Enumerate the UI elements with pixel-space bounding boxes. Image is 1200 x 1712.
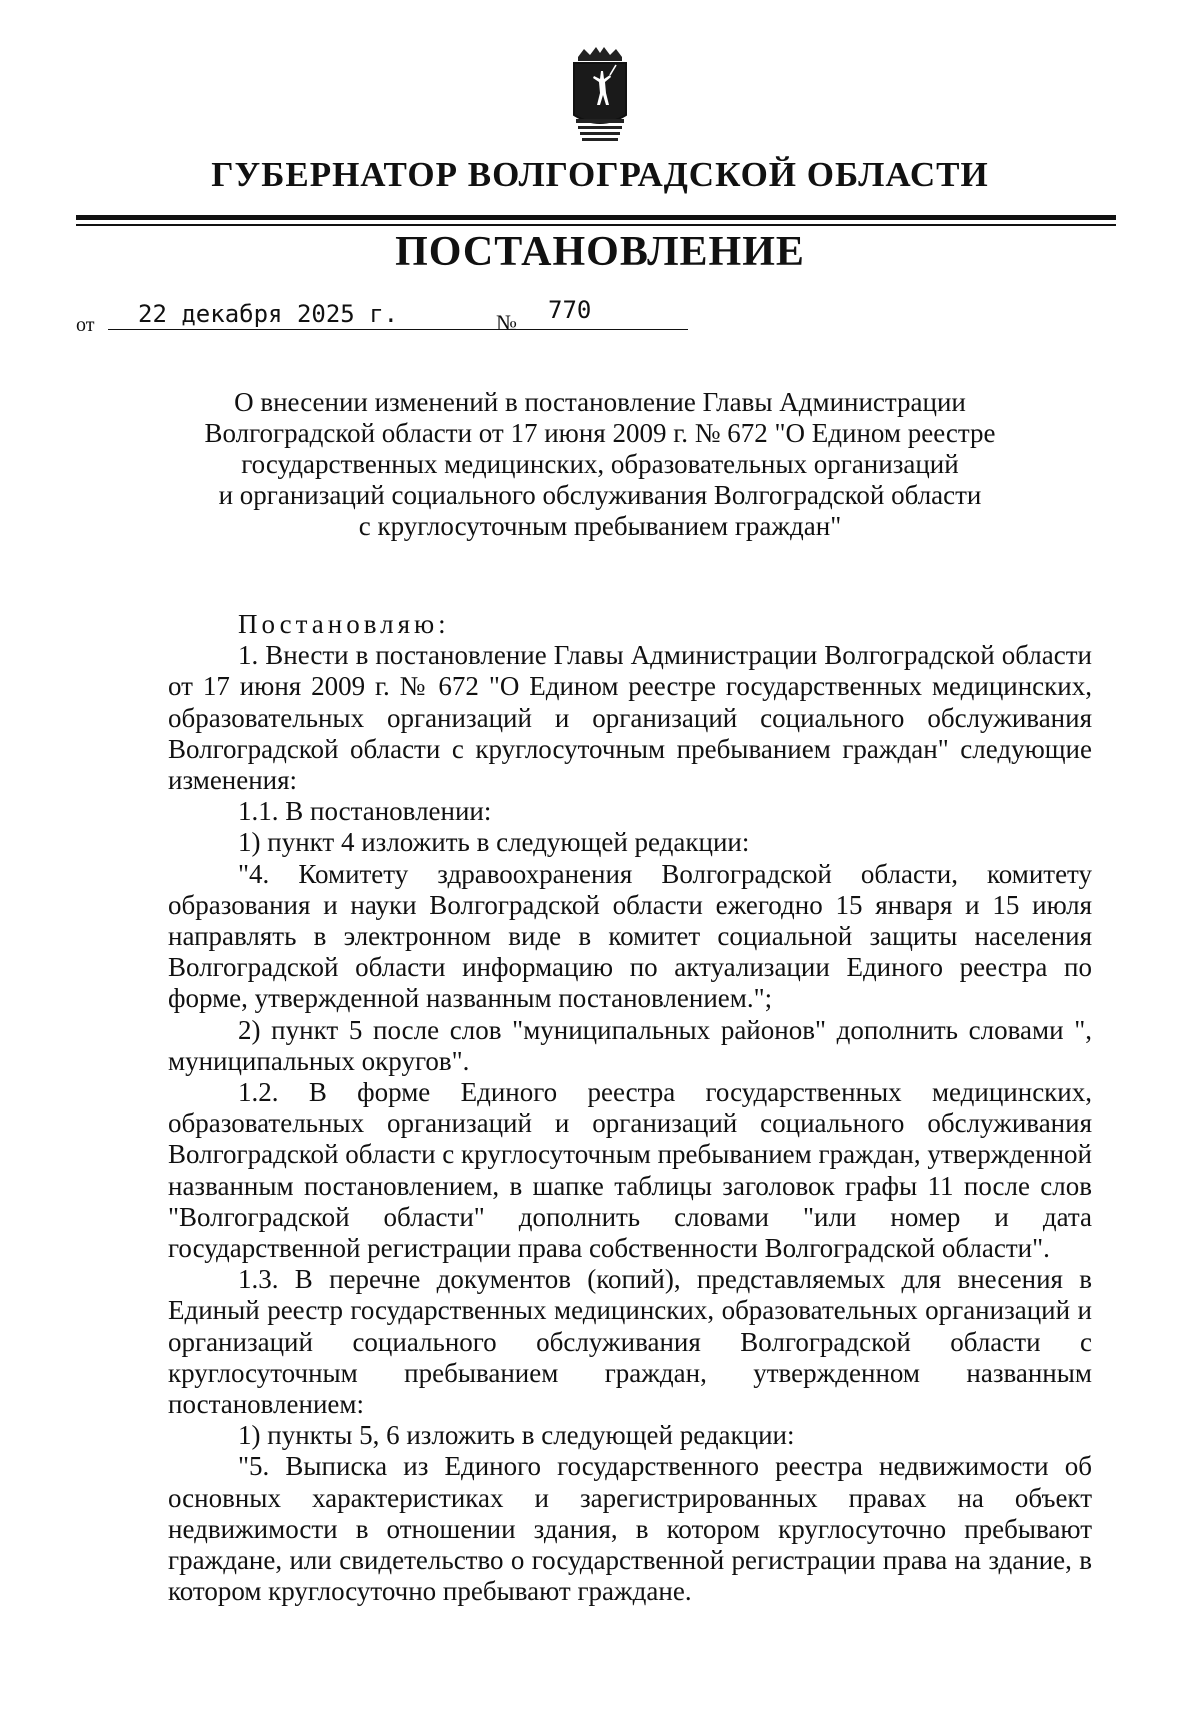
paragraph-1-1-quote: "4. Комитету здравоохранения Волгоградской области, комитету образования и науки Волгоградской области ежегодно 15 января и 15 июля направлять в электронном виде в комитет социальной защиты населения Волгоградской области информацию по актуализации Единого реестра по форме, утвержденной названным постановлением."; [168, 858, 1092, 1014]
header-divider-thin [76, 224, 1116, 226]
title-line: с круглосуточным пребыванием граждан" [358, 511, 842, 541]
document-date: 22 декабря 2025 г. [138, 300, 399, 328]
document-meta [76, 296, 776, 340]
number-underline [528, 329, 688, 330]
paragraph-1: 1. Внести в постановление Главы Администрации Волгоградской области от 17 июня 2009 г. № 672 "О Едином реестре государственных медицинских, образовательных организаций и организаций социального обслуживания Волгоградской области с круглосуточным пребыванием граждан" следующие изменения: [168, 640, 1092, 796]
number-prefix: № [496, 310, 517, 335]
paragraph-1-1-item-2: 2) пункт 5 после слов "муниципальных районов" дополнить словами ", муниципальных округов". [168, 1014, 1092, 1076]
paragraph-1-3-item-1: 1) пункты 5, 6 изложить в следующей редакции: [238, 1420, 795, 1451]
document-body [168, 609, 1092, 1608]
date-underline [108, 329, 558, 330]
title-line: и организаций социального обслуживания Волгоградской области [218, 480, 982, 510]
header-divider-thick [76, 215, 1116, 220]
paragraph-1-3-quote: "5. Выписка из Единого государственного реестра недвижимости об основных характеристиках и зарегистрированных правах на объект недвижимости в отношении здания, в котором круглосуточно пребывают граждане, или свидетельство о государственной регистрации права на здание, в котором круглосуточно пребывают граждане. [168, 1451, 1092, 1607]
paragraph-1-1-item-1: 1) пункт 4 изложить в следующей редакции: [238, 827, 750, 858]
date-prefix: от [76, 314, 95, 336]
title-line: государственных медицинских, образовательных организаций [241, 449, 959, 479]
coat-of-arms-icon [560, 45, 640, 145]
issuing-authority: ГУБЕРНАТОР ВОЛГОГРАДСКОЙ ОБЛАСТИ [211, 155, 989, 194]
paragraph-1-1: 1.1. В постановлении: [238, 796, 492, 827]
title-line: Волгоградской области от 17 июня 2009 г. № 672 "О Едином реестре [204, 418, 996, 448]
document-number: 770 [548, 296, 592, 324]
title-line: О внесении изменений в постановление Главы Администрации [234, 387, 966, 417]
resolve-phrase: Постановляю: [238, 609, 450, 639]
document-title [170, 387, 1030, 542]
paragraph-1-3: 1.3. В перечне документов (копий), представляемых для внесения в Единый реестр государственных медицинских, образовательных организаций и организаций социального обслуживания Волгоградской области с круглосуточным пребыванием граждан, утвержденном названным постановлением: [168, 1264, 1092, 1420]
document-type: ПОСТАНОВЛЕНИЕ [395, 229, 805, 275]
paragraph-1-2: 1.2. В форме Единого реестра государственных медицинских, образовательных организаций и организаций социального обслуживания Волгоградской области с круглосуточным пребыванием граждан, утвержденной названным постановлением, в шапке таблицы заголовок графы 11 после слов "Волгоградской области" дополнить словами "или номер и дата государственной регистрации права собственности Волгоградской области". [168, 1077, 1092, 1264]
